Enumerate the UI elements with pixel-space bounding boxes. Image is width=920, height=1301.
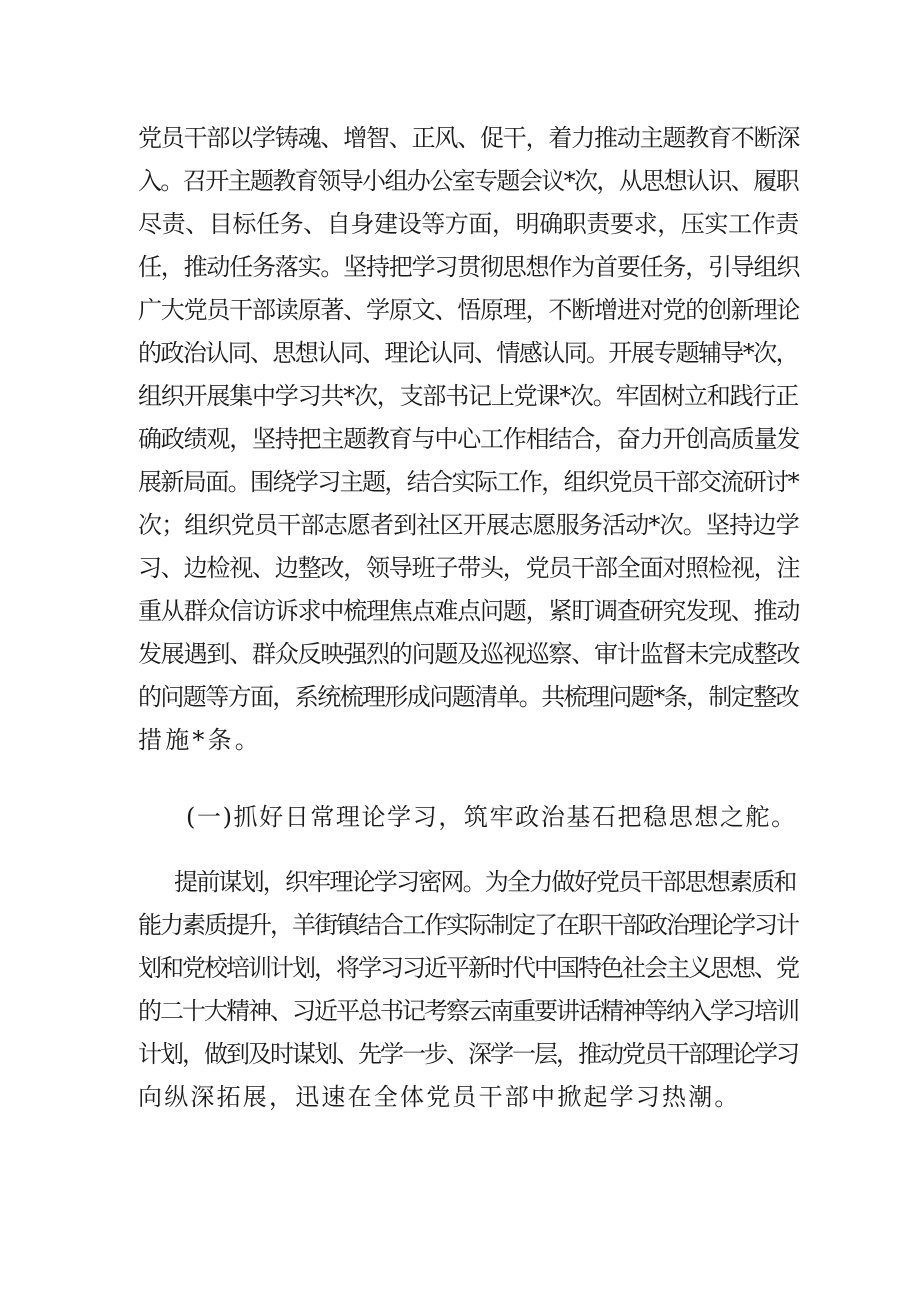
paragraph-line: 重从群众信访诉求中梳理焦点难点问题，紧盯调查研究发现、推动 (138, 597, 800, 625)
paragraph-line: 的二十大精神、习近平总书记考察云南重要讲话精神等纳入学习培训 (138, 997, 798, 1025)
paragraph-line: 展新局面。围绕学习主题，结合实际工作，组织党员干部交流研讨* (138, 468, 798, 496)
paragraph-line: 的问题等方面，系统梳理形成问题清单。共梳理问题*条，制定整改 (138, 683, 798, 711)
paragraph-line: 提前谋划，织牢理论学习密网。为全力做好党员干部思想素质和 (174, 868, 796, 896)
paragraph-line: 确政绩观，坚持把主题教育与中心工作相结合，奋力开创高质量发 (138, 425, 800, 453)
paragraph-line: 入。召开主题教育领导小组办公室专题会议*次，从思想认识、履职 (138, 167, 798, 195)
paragraph-line: 任，推动任务落实。坚持把学习贯彻思想作为首要任务，引导组织 (138, 253, 800, 281)
paragraph-line: 划和党校培训计划，将学习习近平新时代中国特色社会主义思想、党 (138, 954, 798, 982)
paragraph-line: 组织开展集中学习共*次，支部书记上党课*次。牢固树立和践行正 (138, 382, 798, 410)
paragraph-line: 尽责、目标任务、自身建设等方面，明确职责要求，压实工作责 (138, 210, 799, 238)
section-heading: (一)抓好日常理论学习，筑牢政治基石把稳思想之舵。 (186, 803, 797, 831)
paragraph-line: 习、边检视、边整改，领导班子带头，党员干部全面对照检视，注 (138, 554, 800, 582)
paragraph-line: 向纵深拓展，迅速在全体党员干部中掀起学习热潮。 (138, 1083, 741, 1111)
paragraph-line: 党员干部以学铸魂、增智、正风、促干，着力推动主题教育不断深 (138, 124, 800, 152)
paragraph-line: 计划，做到及时谋划、先学一步、深学一层，推动党员干部理论学习 (138, 1040, 798, 1068)
paragraph-line: 措施*条。 (138, 726, 262, 754)
paragraph-line: 广大党员干部读原著、学原文、悟原理，不断增进对党的创新理论 (138, 296, 800, 324)
paragraph-line: 的政治认同、思想认同、理论认同、情感认同。开展专题辅导*次， (138, 339, 798, 367)
paragraph-line: 发展遇到、群众反映强烈的问题及巡视巡察、审计监督未完成整改 (138, 640, 800, 668)
paragraph-line: 能力素质提升，羊街镇结合工作实际制定了在职干部政治理论学习计 (138, 911, 798, 939)
paragraph-line: 次；组织党员干部志愿者到社区开展志愿服务活动*次。坚持边学 (138, 511, 799, 539)
